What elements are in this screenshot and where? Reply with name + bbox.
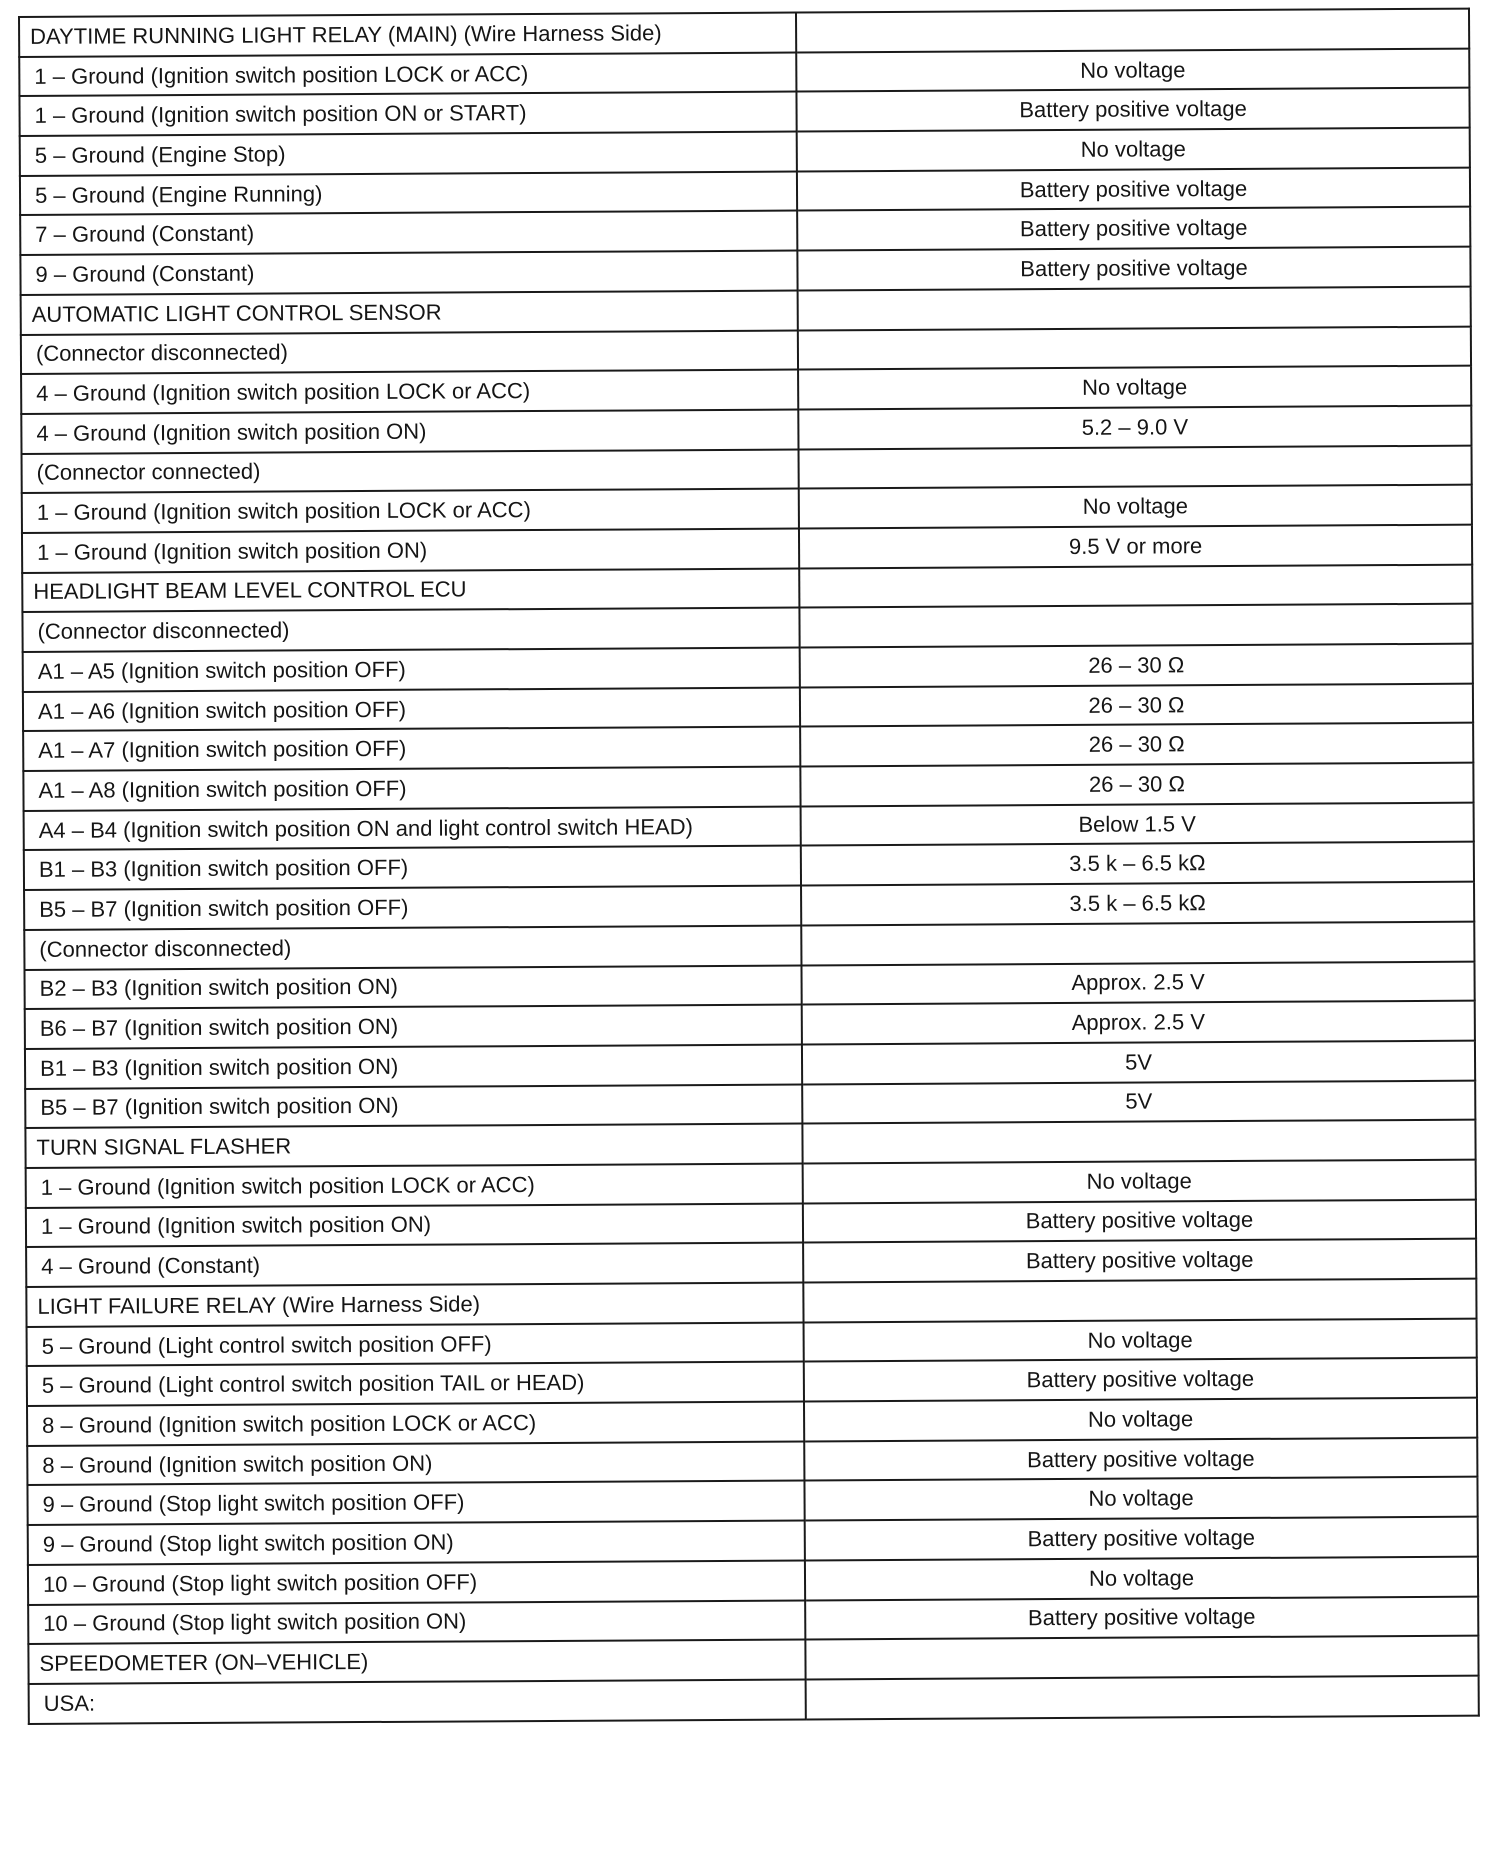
specified-value-cell — [801, 921, 1474, 965]
specified-value-cell: 3.5 k – 6.5 kΩ — [801, 882, 1474, 926]
specified-value-cell: Battery positive voltage — [796, 88, 1469, 132]
specified-value-cell — [799, 604, 1472, 648]
specified-value-cell: Battery positive voltage — [803, 1199, 1476, 1243]
condition-cell: 7 – Ground (Constant) — [20, 211, 797, 255]
condition-cell: 10 – Ground (Stop light switch position OFF) — [28, 1560, 805, 1604]
condition-cell: B1 – B3 (Ignition switch position OFF) — [24, 846, 801, 890]
specified-value-cell: 26 – 30 Ω — [800, 683, 1473, 727]
spec-table-body — [19, 9, 1479, 1724]
specified-value-cell — [803, 1279, 1476, 1323]
specified-value-cell: 26 – 30 Ω — [800, 763, 1473, 807]
specified-value-cell: 5.2 – 9.0 V — [798, 406, 1471, 450]
condition-cell: 9 – Ground (Stop light switch position ON) — [28, 1521, 805, 1565]
specified-value-cell — [796, 9, 1469, 53]
section-heading: TURN SIGNAL FLASHER — [25, 1124, 802, 1168]
specified-value-cell — [798, 326, 1471, 370]
specified-value-cell: Battery positive voltage — [797, 247, 1470, 291]
specified-value-cell: Battery positive voltage — [804, 1358, 1477, 1402]
specified-value-cell: 5V — [802, 1080, 1475, 1124]
specified-value-cell — [798, 286, 1471, 330]
condition-cell: 1 – Ground (Ignition switch position ON) — [26, 1203, 803, 1247]
specified-value-cell: No voltage — [803, 1160, 1476, 1204]
condition-cell: A4 – B4 (Ignition switch position ON and light control switch HEAD) — [24, 806, 801, 850]
specified-value-cell: No voltage — [797, 128, 1470, 172]
specified-value-cell: No voltage — [804, 1318, 1477, 1362]
section-heading: SPEEDOMETER (ON–VEHICLE) — [28, 1640, 805, 1684]
subsection-heading: (Connector connected) — [22, 449, 799, 493]
specified-value-cell: Battery positive voltage — [805, 1596, 1478, 1640]
condition-cell: A1 – A5 (Ignition switch position OFF) — [23, 648, 800, 692]
section-heading: LIGHT FAILURE RELAY (Wire Harness Side) — [26, 1282, 803, 1326]
specified-value-cell: No voltage — [804, 1398, 1477, 1442]
subsection-heading: (Connector disconnected) — [22, 608, 799, 652]
specified-value-cell: No voltage — [796, 48, 1469, 92]
specified-value-cell: Approx. 2.5 V — [801, 961, 1474, 1005]
condition-cell: B5 – B7 (Ignition switch position ON) — [25, 1084, 802, 1128]
condition-cell: 5 – Ground (Engine Stop) — [20, 132, 797, 176]
condition-cell: 4 – Ground (Ignition switch position ON) — [21, 409, 798, 453]
condition-cell: A1 – A8 (Ignition switch position OFF) — [23, 767, 800, 811]
condition-cell: 9 – Ground (Constant) — [20, 251, 797, 295]
inspection-spec-table — [18, 8, 1480, 1725]
condition-cell: 1 – Ground (Ignition switch position LOCK or ACC) — [22, 489, 799, 533]
specified-value-cell: No voltage — [804, 1477, 1477, 1521]
specified-value-cell: 26 – 30 Ω — [800, 723, 1473, 767]
condition-cell: 1 – Ground (Ignition switch position ON) — [22, 528, 799, 572]
document-page — [18, 8, 1478, 1725]
specified-value-cell — [805, 1636, 1478, 1680]
specified-value-cell: No voltage — [799, 485, 1472, 529]
specified-value-cell: Approx. 2.5 V — [802, 1001, 1475, 1045]
subsection-heading: (Connector disconnected) — [21, 330, 798, 374]
specified-value-cell: No voltage — [805, 1556, 1478, 1600]
condition-cell: B2 – B3 (Ignition switch position ON) — [24, 965, 801, 1009]
condition-cell: 5 – Ground (Engine Running) — [20, 171, 797, 215]
specified-value-cell: Battery positive voltage — [797, 207, 1470, 251]
specified-value-cell: Below 1.5 V — [801, 802, 1474, 846]
condition-cell: 5 – Ground (Light control switch position TAIL or HEAD) — [27, 1362, 804, 1406]
condition-cell: 5 – Ground (Light control switch position OFF) — [27, 1322, 804, 1366]
specified-value-cell: 3.5 k – 6.5 kΩ — [801, 842, 1474, 886]
specified-value-cell — [799, 445, 1472, 489]
section-heading: DAYTIME RUNNING LIGHT RELAY (MAIN) (Wire Harness Side) — [19, 13, 796, 57]
condition-cell: 8 – Ground (Ignition switch position LOCK or ACC) — [27, 1402, 804, 1446]
specified-value-cell — [806, 1675, 1479, 1719]
specified-value-cell: No voltage — [798, 366, 1471, 410]
subsection-row — [29, 1675, 1479, 1723]
specified-value-cell — [802, 1120, 1475, 1164]
condition-cell: B6 – B7 (Ignition switch position ON) — [25, 1005, 802, 1049]
specified-value-cell: 9.5 V or more — [799, 525, 1472, 569]
condition-cell: B5 – B7 (Ignition switch position OFF) — [24, 886, 801, 930]
condition-cell: A1 – A7 (Ignition switch position OFF) — [23, 727, 800, 771]
condition-cell: 1 – Ground (Ignition switch position ON or START) — [19, 92, 796, 136]
specified-value-cell: Battery positive voltage — [805, 1517, 1478, 1561]
condition-cell: 4 – Ground (Constant) — [26, 1243, 803, 1287]
condition-cell: B1 – B3 (Ignition switch position ON) — [25, 1044, 802, 1088]
condition-cell: 1 – Ground (Ignition switch position LOCK or ACC) — [26, 1163, 803, 1207]
specified-value-cell: Battery positive voltage — [803, 1239, 1476, 1283]
subsection-heading: (Connector disconnected) — [24, 925, 801, 969]
specified-value-cell: Battery positive voltage — [804, 1437, 1477, 1481]
specified-value-cell: 26 – 30 Ω — [800, 644, 1473, 688]
section-heading: HEADLIGHT BEAM LEVEL CONTROL ECU — [22, 568, 799, 612]
condition-cell: 10 – Ground (Stop light switch position ON) — [28, 1600, 805, 1644]
condition-cell: A1 – A6 (Ignition switch position OFF) — [23, 687, 800, 731]
specified-value-cell: Battery positive voltage — [797, 167, 1470, 211]
condition-cell: 1 – Ground (Ignition switch position LOCK or ACC) — [19, 52, 796, 96]
specified-value-cell: 5V — [802, 1041, 1475, 1085]
section-heading: AUTOMATIC LIGHT CONTROL SENSOR — [21, 290, 798, 334]
subsection-heading: USA: — [29, 1679, 806, 1723]
condition-cell: 9 – Ground (Stop light switch position OFF) — [27, 1481, 804, 1525]
condition-cell: 8 – Ground (Ignition switch position ON) — [27, 1441, 804, 1485]
specified-value-cell — [799, 564, 1472, 608]
condition-cell: 4 – Ground (Ignition switch position LOCK or ACC) — [21, 370, 798, 414]
